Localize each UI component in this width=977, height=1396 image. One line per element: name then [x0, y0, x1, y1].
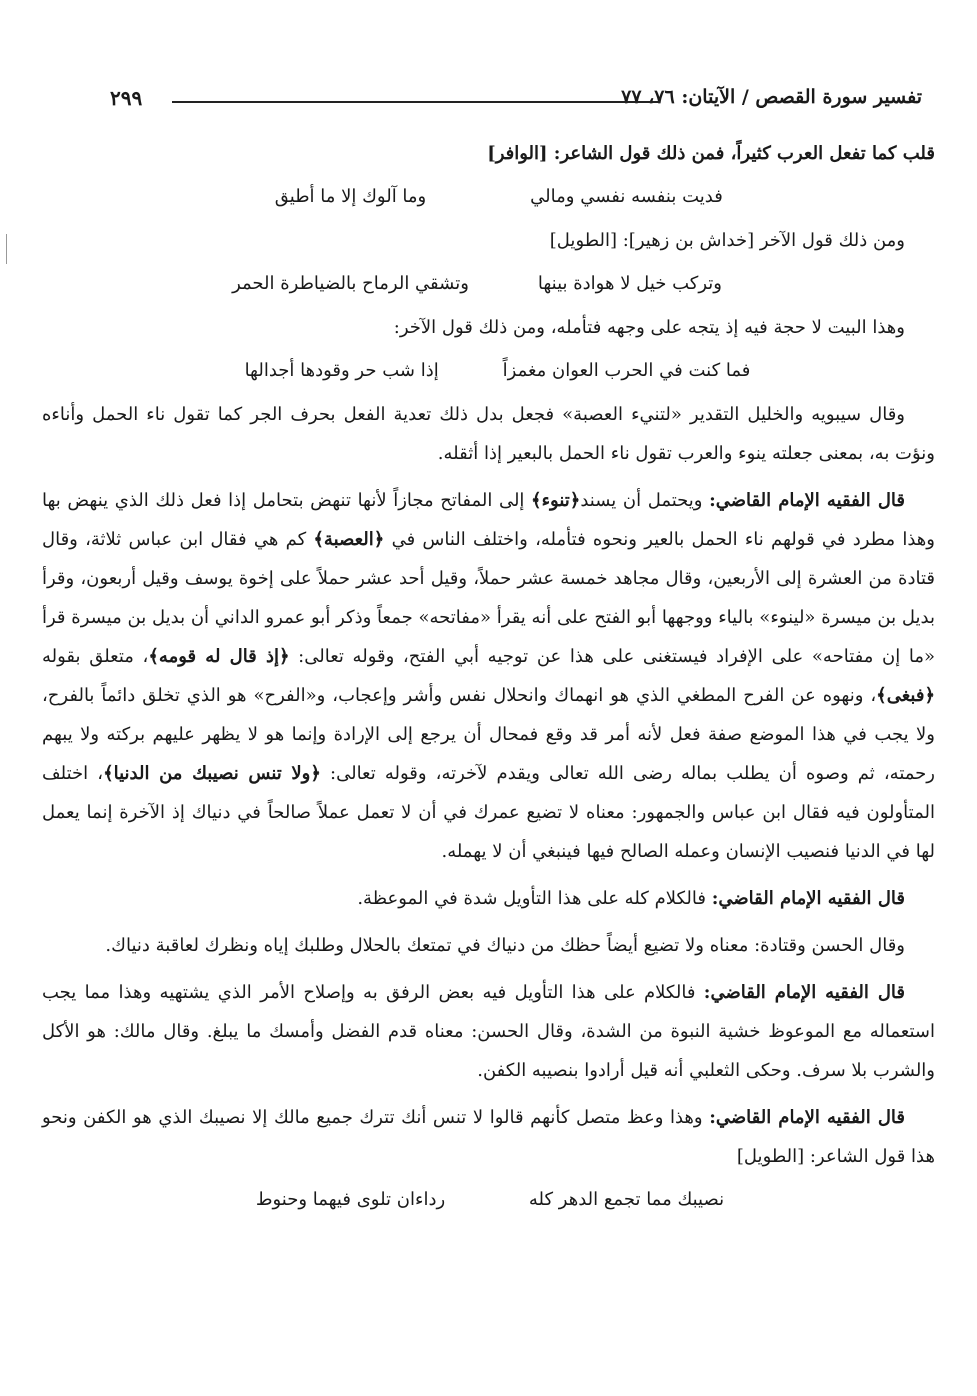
paragraph-8-text: فالكلام على هذا التأويل فيه بعض الرفق به وإصلاح الأمر الذي يشتهيه وهذا مما يجب استعماله مع الموعوظ خشية النبوة من الشدة، وقال الحسن: معناه قدم الفضل وأمسك ما يبلغ. وقال مالك: هو الأكل والشرب بلا سرف. وحكى الثعلبي أنه قيل أرادوا بنصيبه الكفن.: [42, 982, 935, 1081]
paragraph-3: وهذا البيت لا حجة فيه إذ يتجه على وجهه فتأمله، ومن ذلك قول الآخر:: [393, 317, 905, 338]
paragraph-5-text-1: ويحتمل أن يسند: [580, 490, 710, 511]
paragraph-8: [42, 973, 935, 1090]
quran-quote-qala-qawmuhu: ﴿إذ قال له قومه﴾: [148, 646, 290, 667]
paragraph-5-text-3: كم هي فقال ابن عباس ثلاثة، وقال قتادة من العشرة إلى الأربعين، وقال مجاهد خمسة عشر حملاً، وقيل أحد عشر حملاً على إخوة يوسف وقيل أربعون، وقرأ بديل بن ميسرة «لينوء» بالياء ووجهها أبو الفتح على أنه يقرأ «مفاتحه» جمعاً وذكر أبو عمرو الداني أن بديل بن ميسرة قرأ «ما إن مفتاحه» على الإفراد فيستغنى على هذا عن توجيه أبي الفتح، وقوله تعالى:: [42, 529, 936, 667]
speaker-label: قال الفقيه الإمام القاضي:: [703, 982, 905, 1003]
running-header: [110, 86, 922, 116]
quran-quote-wala-tansa: ﴿ولا تنس نصيبك من الدنيا﴾: [103, 763, 321, 784]
paragraph-1: [42, 134, 935, 173]
paragraph-6-text: فالكلام كله على هذا التأويل شدة في الموعظة.: [357, 888, 712, 909]
paragraph-5-text-5: ، ونهوه عن الفرح المطغي الذي هو انهماك وانحلال نفس وأشر وإعجاب، و«الفرح» هو الذي تخلق دائماً بالفرح، ولا يجب في هذا الموضع صفة فعل لأنه أمر قد وقع فمحال أن يرجع إلى الإرادة وإنما هو لا يظهر عليهم بركته ولا يبهم رحمته، ثم وصوه أن يطلب بماله رضى الله تعالى ويقدم لآخرته، وقوله تعالى:: [42, 685, 935, 784]
quran-quote-tanuu: ﴿تنوء﴾: [531, 490, 581, 511]
speaker-label: قال الفقيه الإمام القاضي:: [711, 888, 905, 909]
paragraph-9-text: وهذا وعظ متصل كأنهم قالوا لا تنس أنك تترك جميع مالك إلا نصيبك الذي هو الكفن ونحو هذا قول الشاعر: [الطويل]: [42, 1107, 935, 1167]
verse-4: [42, 1176, 935, 1224]
verse-1-first-hemistich: فديت بنفسه نفسي ومالي: [530, 186, 723, 207]
page-number: ٢٩٩: [110, 86, 143, 110]
paragraph-5-text-2: إلى المفاتح مجازاً لأنها تنهض بتحامل إذا فعل ذلك الذي ينهض بها وهذا مطرد في قولهم ناء الحمل بالعير ونحوه فتأمله، واختلف الناس في: [42, 490, 935, 550]
verse-2-first-hemistich: وتركب خيل لا هوادة بينها: [537, 273, 722, 294]
paragraph-7: وقال الحسن وقتادة: معناه ولا تضيع أيضاً حظك من دنياك في تمتعك بالحلال وطلبك إياه ونظرك لعاقبة دنياك.: [105, 935, 905, 956]
verse-2-second-hemistich: وتشقي الرماح بالضياطرة الحمر: [232, 273, 469, 294]
paragraph-5: [42, 481, 935, 871]
verse-4-second-hemistich: رداءان تلوى فيهما وحنوط: [255, 1189, 446, 1210]
header-rule: [172, 101, 660, 103]
paragraph-2: ومن ذلك قول الآخر [خداش بن زهير]: [الطويل]: [549, 230, 905, 251]
paragraph-5-text-4: ، متعلق بقوله: [42, 646, 149, 667]
paragraph-6: [42, 879, 935, 918]
paragraph-5-text-6: ، اختلف المتأولون فيه فقال ابن عباس والجمهور: معناه لا تضيع عمرك في أن لا تعمل عملاً صالحاً في دنياك إذ الآخرة إنما يعمل لها في الدنيا فنصيب الإنسان وعمله الصالح فيها فينبغي أن لا يهمله.: [42, 763, 935, 862]
verse-3-first-hemistich: فما كنت في الحرب العوان مغمزاً: [502, 360, 751, 381]
paragraph-4: وقال سيبويه والخليل التقدير «لتنيء العصبة» فجعل بدل ذلك تعدية الفعل بحرف الجر كما تقول ناء الحمل وأناءه ونؤت به، بمعنى جعلته ينوء والعرب تقول ناء الحمل بالبعير إذا أثقله.: [42, 404, 935, 464]
verse-3-second-hemistich: إذا شب حر وقودها أجدالها: [244, 360, 439, 381]
quran-quote-fabagha: ﴿فبغى﴾: [876, 685, 935, 706]
speaker-label: قال الفقيه الإمام القاضي:: [709, 490, 906, 511]
verse-3: [42, 347, 935, 395]
header-title: تفسير سورة القصص / الآيتان: ٧٦، ٧٧: [621, 86, 922, 108]
margin-mark: [6, 234, 7, 264]
body-text: [42, 134, 935, 1224]
quran-quote-usba: ﴿العصبة﴾: [313, 529, 385, 550]
speaker-label: قال الفقيه الإمام القاضي:: [709, 1107, 905, 1128]
verse-1-second-hemistich: وما آلوك إلا ما أطيق: [274, 186, 427, 207]
paragraph-1-text: قلب كما تفعل العرب كثيراً، فمن ذلك قول الشاعر: [الوافر]: [487, 143, 935, 164]
verse-1: [42, 173, 935, 221]
verse-2: [42, 260, 935, 308]
verse-4-first-hemistich: نصيبك مما تجمع الدهر كله: [528, 1189, 725, 1210]
paragraph-9: [42, 1098, 935, 1176]
